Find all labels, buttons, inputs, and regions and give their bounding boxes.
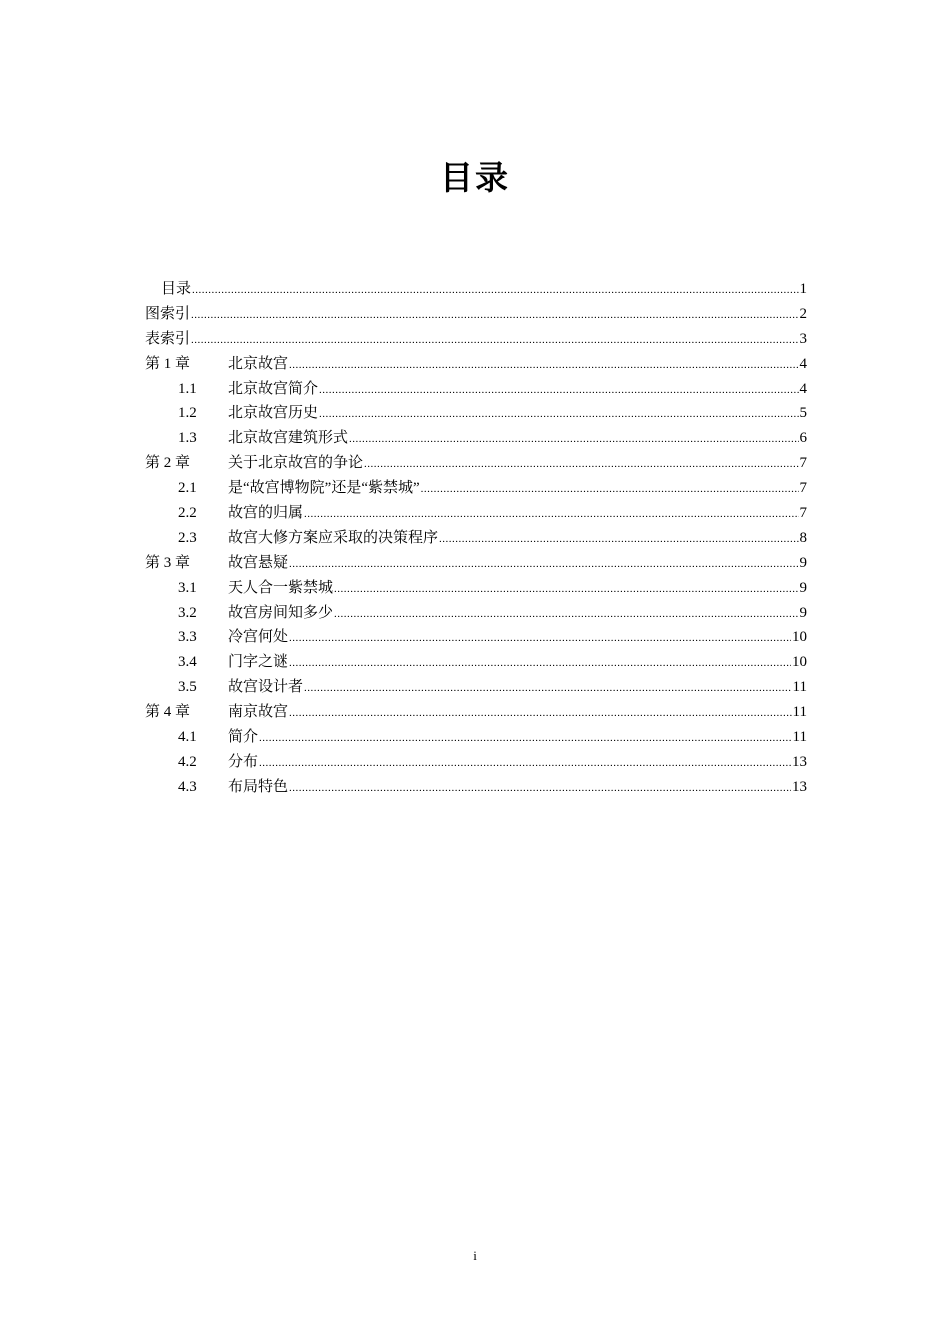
toc-entry-page: 4 — [799, 355, 807, 372]
dot-leader — [289, 651, 791, 676]
toc-entry-page: 11 — [792, 679, 807, 696]
toc-entry-page: 6 — [799, 430, 807, 447]
toc-entry-number: 1.2 — [178, 405, 197, 422]
toc-entry-page: 2 — [799, 305, 807, 322]
toc-entry[interactable] — [145, 650, 807, 675]
toc-entry-page: 7 — [799, 480, 807, 497]
toc-entry[interactable] — [145, 401, 807, 426]
toc-entry[interactable] — [145, 302, 807, 327]
toc-entry-number: 4.1 — [178, 729, 197, 746]
toc-entry-label: 布局特色 — [228, 778, 289, 795]
toc-entry-number: 第 1 章 — [145, 355, 191, 372]
toc-entry-number: 4.2 — [178, 753, 197, 770]
toc-entry-label: 目录 — [161, 281, 192, 297]
toc-entry[interactable] — [145, 551, 807, 576]
dot-leader — [259, 726, 792, 751]
toc-entry[interactable] — [145, 327, 807, 352]
dot-leader — [334, 577, 798, 602]
toc-entry-page: 7 — [799, 505, 807, 522]
toc-entry-label: 表索引 — [145, 330, 191, 347]
toc-entry-label: 故宫悬疑 — [228, 554, 289, 571]
toc-entry-label: 是“故宫博物院”还是“紫禁城” — [228, 480, 420, 497]
toc-entry-number: 3.1 — [178, 579, 197, 596]
dot-leader — [289, 701, 792, 726]
toc-entry[interactable] — [145, 725, 807, 750]
toc-entry-number: 4.3 — [178, 778, 197, 795]
table-of-contents — [145, 277, 807, 800]
toc-entry-page: 10 — [792, 654, 807, 671]
toc-entry-page: 7 — [799, 455, 807, 472]
dot-leader — [289, 552, 798, 577]
dot-leader — [421, 477, 799, 502]
dot-leader — [304, 502, 798, 527]
toc-entry-label: 天人合一紫禁城 — [228, 579, 334, 596]
toc-entry[interactable] — [145, 277, 807, 302]
toc-entry-page: 13 — [792, 778, 807, 795]
toc-entry[interactable] — [145, 625, 807, 650]
toc-entry-number: 第 2 章 — [145, 455, 191, 472]
toc-entry[interactable] — [145, 576, 807, 601]
toc-entry-page: 8 — [799, 529, 807, 546]
toc-entry[interactable] — [145, 352, 807, 377]
toc-entry[interactable] — [145, 526, 807, 551]
toc-entry[interactable] — [145, 426, 807, 451]
toc-entry-number: 3.5 — [178, 679, 197, 696]
dot-leader — [289, 626, 791, 651]
toc-entry-number: 第 4 章 — [145, 704, 191, 721]
dot-leader — [364, 452, 798, 477]
toc-entry[interactable] — [145, 601, 807, 626]
toc-entry-label: 南京故宫 — [228, 704, 289, 721]
toc-entry-label: 故宫设计者 — [228, 679, 304, 696]
toc-entry-label: 故宫的归属 — [228, 505, 304, 522]
toc-entry[interactable] — [145, 700, 807, 725]
toc-entry-number: 3.2 — [178, 604, 197, 621]
toc-entry-page: 11 — [792, 729, 807, 746]
dot-leader — [192, 278, 798, 303]
toc-entry-number: 第 3 章 — [145, 554, 191, 571]
toc-entry-number: 3.3 — [178, 629, 197, 646]
toc-entry-number: 3.4 — [178, 654, 197, 671]
toc-entry-label: 故宫大修方案应采取的决策程序 — [228, 529, 439, 546]
toc-entry-page: 13 — [792, 753, 807, 770]
dot-leader — [304, 676, 792, 701]
toc-entry-label: 分布 — [228, 753, 259, 770]
dot-leader — [439, 527, 798, 552]
dot-leader — [319, 402, 798, 427]
dot-leader — [259, 751, 791, 776]
toc-entry-page: 10 — [792, 629, 807, 646]
toc-entry-label: 冷宫何处 — [228, 629, 289, 646]
toc-entry-label: 北京故宫简介 — [228, 380, 319, 397]
toc-entry[interactable] — [145, 750, 807, 775]
toc-entry-label: 图索引 — [145, 305, 191, 322]
toc-entry-page: 9 — [799, 604, 807, 621]
dot-leader — [191, 303, 798, 328]
toc-entry-label: 关于北京故宫的争论 — [228, 455, 364, 472]
toc-entry-number: 2.3 — [178, 529, 197, 546]
dot-leader — [319, 378, 798, 403]
toc-entry-page: 1 — [799, 281, 807, 297]
toc-entry-label: 简介 — [228, 729, 259, 746]
page-title: 目录 — [440, 158, 510, 197]
toc-entry[interactable] — [145, 377, 807, 402]
toc-entry-page: 5 — [799, 405, 807, 422]
dot-leader — [349, 427, 798, 452]
toc-entry-number: 1.1 — [178, 380, 197, 397]
toc-entry[interactable] — [145, 476, 807, 501]
toc-entry-number: 2.2 — [178, 505, 197, 522]
toc-entry[interactable] — [145, 675, 807, 700]
toc-entry-page: 11 — [792, 704, 807, 721]
dot-leader — [289, 776, 791, 801]
dot-leader — [334, 602, 798, 627]
dot-leader — [191, 328, 798, 353]
dot-leader — [289, 353, 798, 378]
page-number: i — [473, 1248, 477, 1263]
toc-entry-number: 1.3 — [178, 430, 197, 447]
toc-entry-page: 9 — [799, 579, 807, 596]
toc-entry-label: 门字之谜 — [228, 654, 289, 671]
toc-entry-page: 4 — [799, 380, 807, 397]
toc-entry-number: 2.1 — [178, 480, 197, 497]
toc-entry-label: 北京故宫 — [228, 355, 289, 372]
toc-entry-label: 故宫房间知多少 — [228, 604, 334, 621]
toc-entry-page: 3 — [799, 330, 807, 347]
toc-entry-label: 北京故宫历史 — [228, 405, 319, 422]
toc-entry[interactable] — [145, 775, 807, 800]
toc-entry[interactable] — [145, 501, 807, 526]
toc-entry[interactable] — [145, 451, 807, 476]
toc-entry-page: 9 — [799, 554, 807, 571]
toc-entry-label: 北京故宫建筑形式 — [228, 430, 349, 447]
